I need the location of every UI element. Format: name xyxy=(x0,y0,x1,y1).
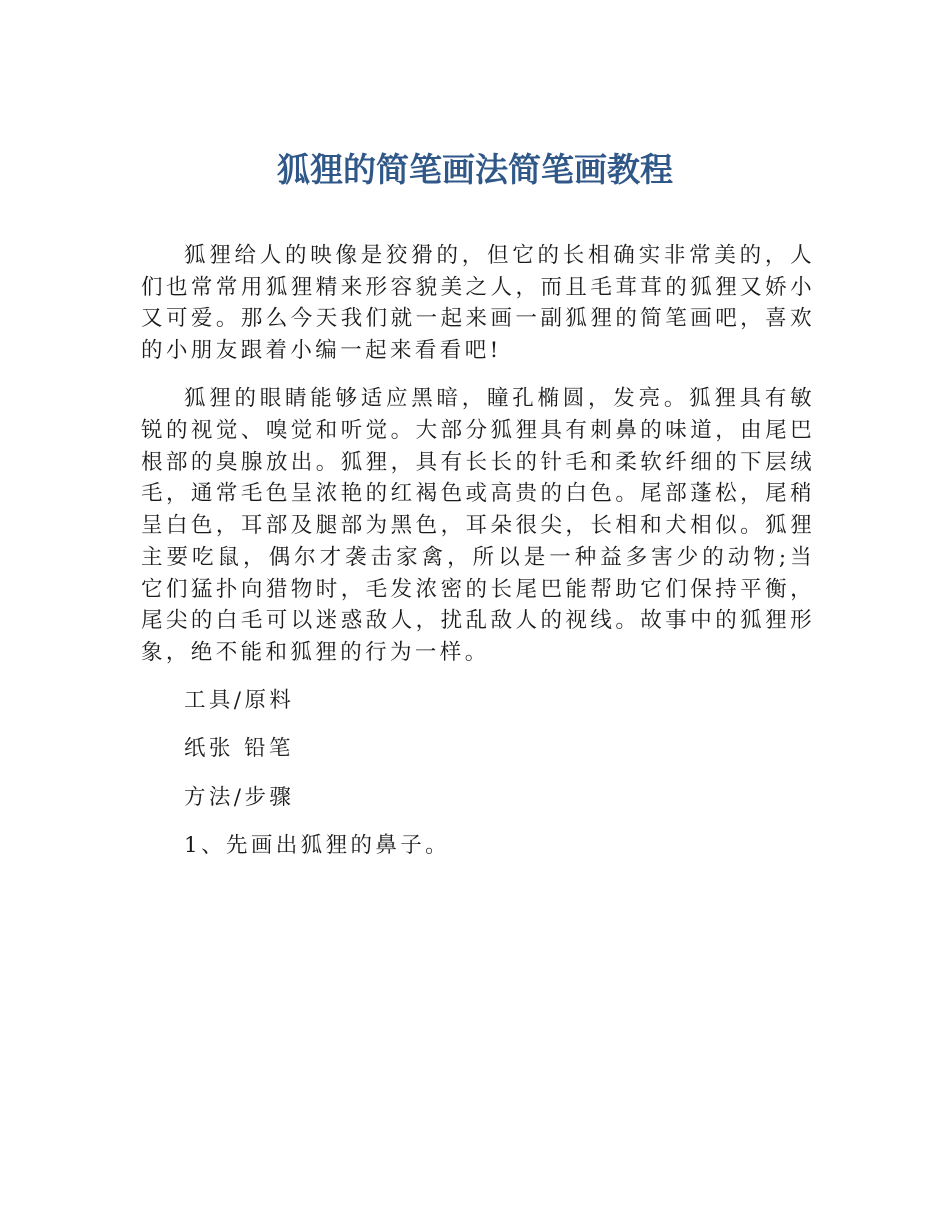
paragraph-intro: 狐狸给人的映像是狡猾的，但它的长相确实非常美的，人们也常常用狐狸精来形容貌美之人，而且毛茸茸的狐狸又娇小又可爱。那么今天我们就一起来画一副狐狸的简笔画吧，喜欢的小朋友跟着小编一起来看看吧! xyxy=(141,243,815,364)
paragraph-fox-description: 狐狸的眼睛能够适应黑暗，瞳孔椭圆，发亮。狐狸具有敏锐的视觉、嗅觉和听觉。大部分狐狸具有刺鼻的味道，由尾巴根部的臭腺放出。狐狸，具有长长的针毛和柔软纤细的下层绒毛，通常毛色呈浓艳的红褐色或高贵的白色。尾部蓬松，尾稍呈白色，耳部及腿部为黑色，耳朵很尖，长相和犬相似。狐狸主要吃鼠，偶尔才袭击家禽，所以是一种益多害少的动物;当它们猛扑向猎物时，毛发浓密的长尾巴能帮助它们保持平衡，尾尖的白毛可以迷惑敌人，扰乱敌人的视线。故事中的狐狸形象，绝不能和狐狸的行为一样。 xyxy=(141,386,815,665)
tools-list: 纸张 铅笔 xyxy=(184,736,294,762)
document-body xyxy=(141,240,815,878)
heading-method-steps: 方法/步骤 xyxy=(184,784,295,810)
step-1: 1、先画出狐狸的鼻子。 xyxy=(184,832,451,858)
heading-tools-materials: 工具/原料 xyxy=(184,688,295,714)
document-title: 狐狸的简笔画法简笔画教程 xyxy=(277,150,673,189)
